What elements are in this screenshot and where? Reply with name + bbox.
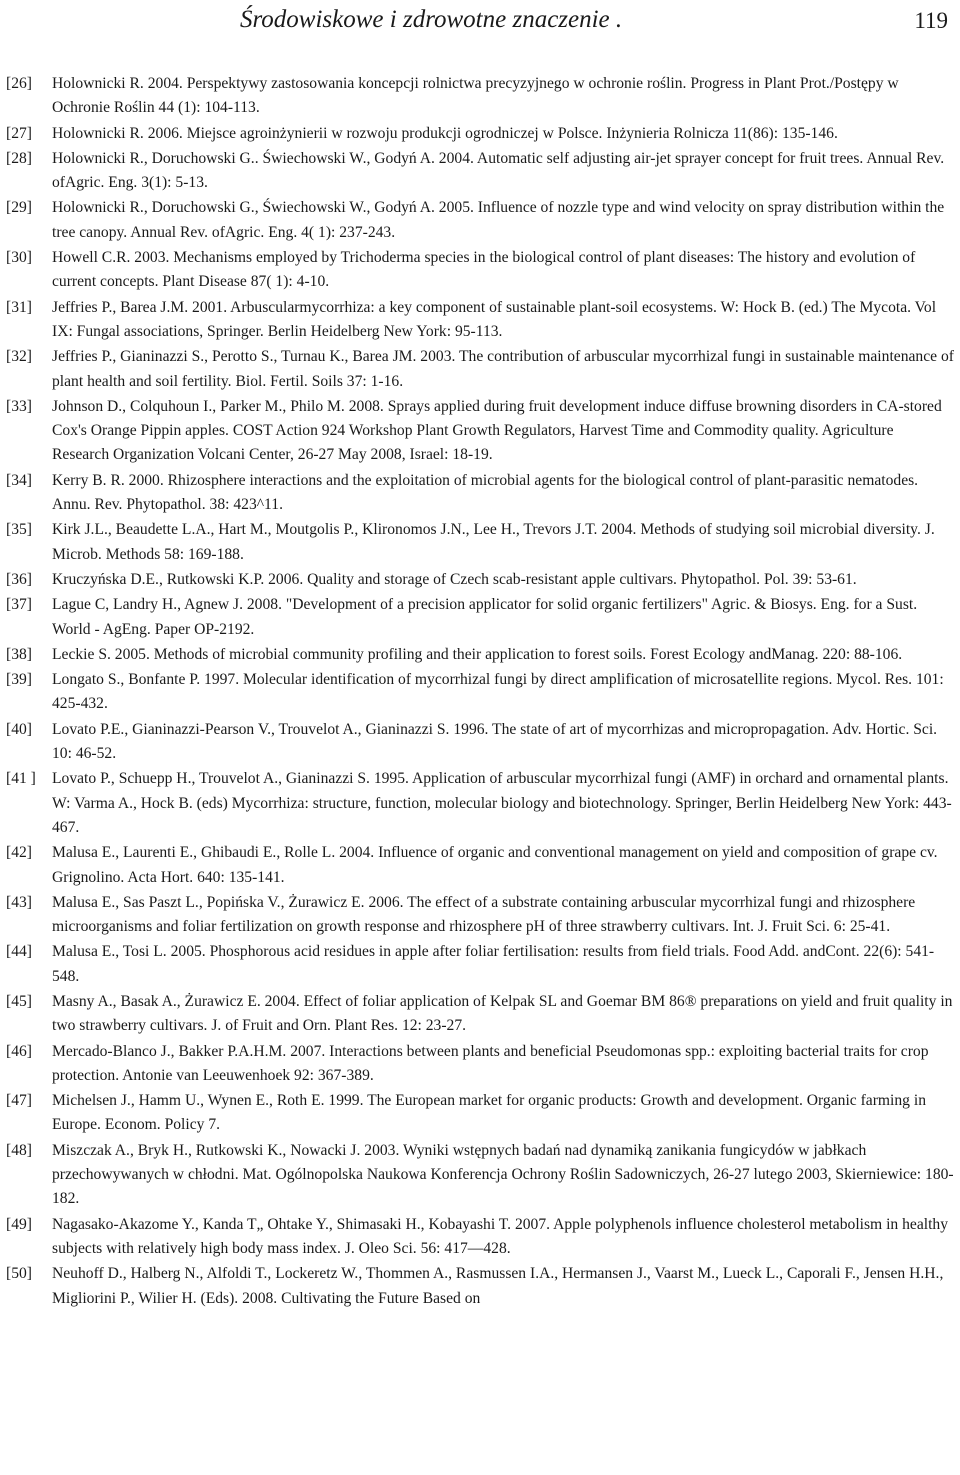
reference-number: [50]: [6, 1265, 32, 1283]
reference-number: [44]: [6, 943, 32, 961]
reference-item-37: [6, 593, 954, 642]
reference-item-35: [6, 518, 954, 567]
reference-text: Holownicki R. 2004. Perspektywy zastosowania koncepcji rolnictwa precyzyjnego w ochronie roślin. Progress in Plant Prot./Postępy w Ochronie Roślin 44 (1): 104-113.: [52, 75, 899, 117]
reference-item-42: [6, 841, 954, 890]
reference-item-26: [6, 72, 954, 121]
reference-number: [35]: [6, 521, 32, 539]
reference-item-31: [6, 296, 954, 345]
reference-item-41: [6, 767, 954, 840]
reference-item-33: [6, 395, 954, 468]
reference-item-50: [6, 1262, 954, 1311]
reference-text: Holownicki R., Doruchowski G., Świechowski W., Godyń A. 2005. Influence of nozzle type and wind velocity on spray distribution within the tree canopy. Annual Rev. ofAgric. Eng. 4( 1): 237-243.: [52, 199, 945, 241]
reference-text: Lovato P.E., Gianinazzi-Pearson V., Trouvelot A., Gianinazzi S. 1996. The state of art of mycorrhizas and micropropagation. Adv. Hortic. Sci. 10: 46-52.: [52, 720, 938, 763]
reference-item-47: [6, 1089, 954, 1138]
reference-item-30: [6, 246, 954, 295]
reference-item-38: [6, 643, 954, 667]
reference-text: Kerry B. R. 2000. Rhizosphere interactions and the exploitation of microbial agents for the biological control of plant-parasitic nematodes. Annu. Rev. Phytopathol. 38: 423^11.: [52, 471, 919, 514]
reference-number: [38]: [6, 645, 32, 663]
reference-number: [45]: [6, 992, 32, 1010]
reference-text: Masny A., Basak A., Żurawicz E. 2004. Effect of foliar application of Kelpak SL and Goemar BM 86® preparations on yield and fruit quality in two strawberry cultivars. J. of Fruit and Orn. Plant Res. 12: 23-27.: [52, 992, 953, 1035]
reference-text: Leckie S. 2005. Methods of microbial community profiling and their application to forest soils. Forest Ecology andManag. 220: 88-106.: [52, 645, 903, 663]
reference-text: Holownicki R., Doruchowski G.. Świechowski W., Godyń A. 2004. Automatic self adjusting air-jet sprayer concept for fruit trees. Annual Rev. ofAgric. Eng. 3(1): 5-13.: [52, 149, 945, 192]
reference-item-27: [6, 122, 954, 146]
reference-number: [30]: [6, 249, 32, 267]
reference-text: Johnson D., Colquhoun I., Parker M., Philo M. 2008. Sprays applied during fruit development induce diffuse browning disorders in CA-stored Cox's Orange Pippin apples. COST Action 924 Workshop Plant Growth Regulators, Harvest Time and Commodity quality. Agriculture Research Organization Volcani Center, 26-27 May 2008, Israel: 18-19.: [52, 397, 942, 464]
reference-number: [27]: [6, 124, 32, 142]
reference-text: Lovato P., Schuepp H., Trouvelot A., Gianinazzi S. 1995. Application of arbuscular mycorrhizal fungi (AMF) in orchard and ornamental plants. W: Varma A., Hock B. (eds) Mycorrhiza: structure, function, molecular biology and biotechnology. Springer, Berlin Heidelberg New York: 443-467.: [52, 770, 952, 836]
reference-number: [39]: [6, 671, 32, 689]
reference-number: [32]: [6, 348, 32, 366]
reference-text: Neuhoff D., Halberg N., Alfoldi T., Lockeretz W., Thommen A., Rasmussen I.A., Hermansen J., Vaarst M., Lueck L., Caporali F., Jensen H.H., Migliorini P., Wilier H. (Eds). 2008. Cultivating the Future Based on: [52, 1265, 944, 1307]
reference-list: [6, 72, 954, 1311]
reference-text: Michelsen J., Hamm U., Wynen E., Roth E. 1999. The European market for organic products: Growth and development. Organic farming in Europe. Econom. Policy 7.: [52, 1092, 926, 1134]
reference-item-44: [6, 940, 954, 989]
reference-item-39: [6, 668, 954, 717]
page-number: 119: [914, 8, 948, 33]
reference-number: [49]: [6, 1215, 32, 1233]
reference-number: [43]: [6, 893, 32, 911]
reference-item-40: [6, 718, 954, 767]
reference-text: Howell C.R. 2003. Mechanisms employed by Trichoderma species in the biological control of plant diseases: The history and evolution of current concepts. Plant Disease 87( 1): 4-10.: [52, 249, 916, 291]
reference-text: Kirk J.L., Beaudette L.A., Hart M., Moutgolis P., Klironomos J.N., Lee H., Trevors J.T. 2004. Methods of studying soil microbial diversity. J. Microb. Methods 58: 169-188.: [52, 521, 935, 563]
reference-number: [42]: [6, 844, 32, 862]
reference-number: [40]: [6, 720, 32, 738]
reference-number: [34]: [6, 471, 32, 489]
reference-text: Kruczyńska D.E., Rutkowski K.P. 2006. Quality and storage of Czech scab-resistant apple cultivars. Phytopathol. Pol. 39: 53-61.: [52, 570, 857, 588]
reference-text: Mercado-Blanco J., Bakker P.A.H.M. 2007. Interactions between plants and beneficial Pseudomonas spp.: exploiting bacterial traits for crop protection. Antonie van Leeuwenhoek 92: 367-389.: [52, 1042, 929, 1084]
reference-number: [36]: [6, 570, 32, 588]
reference-item-34: [6, 469, 954, 518]
reference-number: [41 ]: [6, 770, 36, 788]
reference-number: [29]: [6, 199, 32, 217]
reference-number: [47]: [6, 1092, 32, 1110]
reference-text: Malusa E., Laurenti E., Ghibaudi E., Rolle L. 2004. Influence of organic and conventional management on yield and composition of grape cv. Grignolino. Acta Hort. 640: 135-141.: [52, 844, 938, 886]
reference-item-49: [6, 1213, 954, 1262]
reference-item-48: [6, 1139, 954, 1212]
reference-text: Lague C, Landry H., Agnew J. 2008. "Development of a precision applicator for solid organic fertilizers" Agric. & Biosys. Eng. for a Sust. World - AgEng. Paper OP-2192.: [52, 596, 918, 638]
reference-number: [26]: [6, 75, 32, 92]
reference-text: Nagasako-Akazome Y., Kanda T„ Ohtake Y., Shimasaki H., Kobayashi T. 2007. Apple polyphenols influence cholesterol metabolism in healthy subjects with relatively high body mass index. J. Oleo Sci. 56: 417—428.: [52, 1215, 949, 1257]
page-header: [0, 4, 960, 44]
reference-item-28: [6, 147, 954, 196]
reference-text: Malusa E., Sas Paszt L., Popińska V., Żurawicz E. 2006. The effect of a substrate containing arbuscular mycorrhizal fungi and rhizosphere microorganisms and foliar fertilization on growth response and rhizosphere pH of three strawberry cultivars. Int. J. Fruit Sci. 6: 25-41.: [52, 893, 916, 936]
reference-number: [28]: [6, 149, 32, 167]
reference-text: Miszczak A., Bryk H., Rutkowski K., Nowacki J. 2003. Wyniki wstępnych badań nad dynamiką zanikania fungicydów w jabłkach przechowywanych w chłodni. Mat. Ogólnopolska Naukowa Konferencja Ochrony Roślin Sadowniczych, 26-27 lutego 2003, Skierniewice: 180-182.: [52, 1141, 954, 1208]
reference-text: Jeffries P., Gianinazzi S., Perotto S., Turnau K., Barea JM. 2003. The contribution of arbuscular mycorrhizal fungi in sustainable maintenance of plant health and soil fertility. Biol. Fertil. Soils 37: 1-16.: [52, 348, 954, 390]
reference-item-29: [6, 196, 954, 245]
reference-item-46: [6, 1040, 954, 1089]
reference-item-32: [6, 345, 954, 394]
reference-item-43: [6, 891, 954, 940]
reference-text: Jeffries P., Barea J.M. 2001. Arbuscularmycorrhiza: a key component of sustainable plant-soil ecosystems. W: Hock B. (ed.) The Mycota. Vol IX: Fungal associations, Springer. Berlin Heidelberg New York: 95-113.: [52, 298, 937, 340]
reference-item-36: [6, 568, 954, 592]
reference-number: [33]: [6, 397, 32, 415]
reference-text: Malusa E., Tosi L. 2005. Phosphorous acid residues in apple after foliar fertilisation: results from field trials. Food Add. andCont. 22(6): 541-548.: [52, 943, 935, 985]
reference-item-45: [6, 990, 954, 1039]
reference-number: [37]: [6, 596, 32, 614]
running-title: Środowiskowe i zdrowotne znaczenie .: [240, 6, 623, 33]
reference-text: Holownicki R. 2006. Miejsce agroinżynierii w rozwoju produkcji ogrodniczej w Polsce. Inżynieria Rolnicza 11(86): 135-146.: [52, 124, 838, 142]
reference-number: [46]: [6, 1042, 32, 1060]
reference-number: [48]: [6, 1141, 32, 1159]
reference-text: Longato S., Bonfante P. 1997. Molecular identification of mycorrhizal fungi by direct amplification of microsatellite regions. Mycol. Res. 101: 425-432.: [52, 671, 944, 713]
reference-number: [31]: [6, 298, 32, 316]
